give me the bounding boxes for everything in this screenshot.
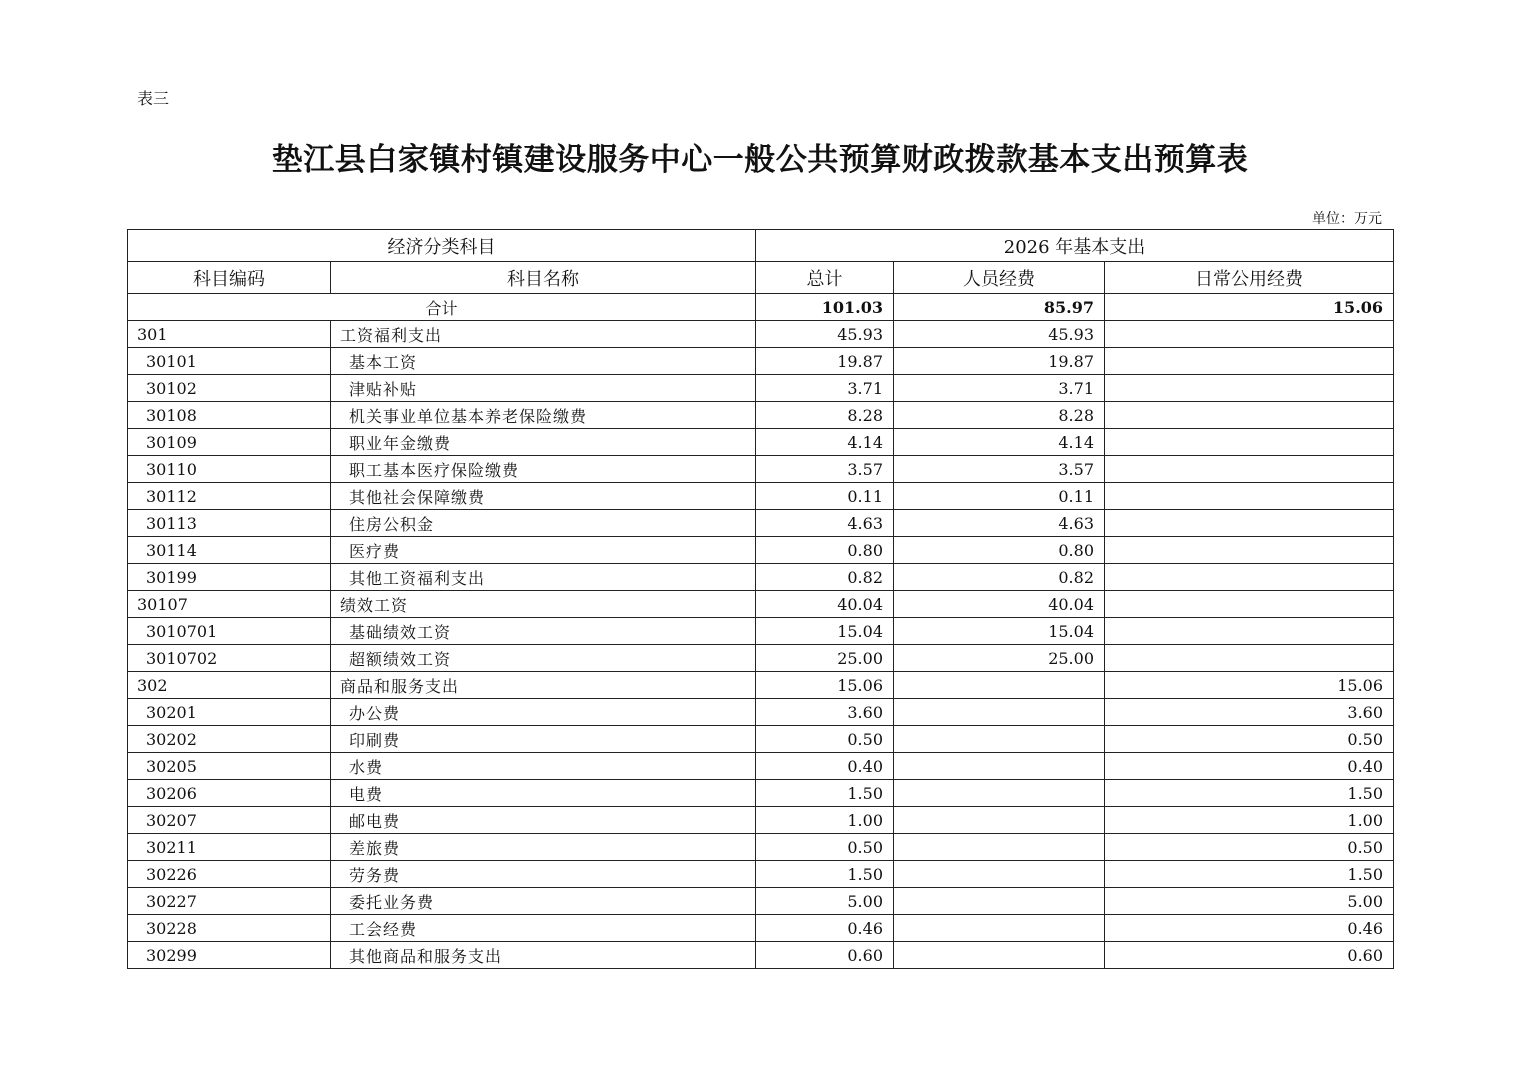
- cell-name: 住房公积金: [331, 510, 756, 537]
- cell-name: 机关事业单位基本养老保险缴费: [331, 402, 756, 429]
- table-row: [128, 726, 1394, 753]
- cell-code: 30211: [128, 834, 331, 861]
- header-name: 科目名称: [331, 262, 756, 294]
- cell-public: 0.60: [1105, 942, 1394, 969]
- cell-personnel: 15.04: [894, 618, 1105, 645]
- cell-name: 水费: [331, 753, 756, 780]
- cell-name: 其他工资福利支出: [331, 564, 756, 591]
- table-row: [128, 375, 1394, 402]
- cell-name: 办公费: [331, 699, 756, 726]
- cell-personnel: 40.04: [894, 591, 1105, 618]
- cell-personnel: [894, 888, 1105, 915]
- cell-personnel: [894, 726, 1105, 753]
- cell-name: 基础绩效工资: [331, 618, 756, 645]
- table-row: [128, 942, 1394, 969]
- cell-total: 0.46: [756, 915, 894, 942]
- cell-personnel: 3.71: [894, 375, 1105, 402]
- cell-personnel: [894, 915, 1105, 942]
- total-label: 合计: [128, 294, 756, 321]
- cell-code: 30108: [128, 402, 331, 429]
- table-row: [128, 699, 1394, 726]
- cell-name: 津贴补贴: [331, 375, 756, 402]
- cell-total: 0.60: [756, 942, 894, 969]
- cell-public: 15.06: [1105, 672, 1394, 699]
- cell-name: 劳务费: [331, 861, 756, 888]
- cell-name: 邮电费: [331, 807, 756, 834]
- cell-public: 0.40: [1105, 753, 1394, 780]
- cell-code: 30205: [128, 753, 331, 780]
- total-public: 15.06: [1105, 294, 1394, 321]
- cell-total: 0.50: [756, 834, 894, 861]
- cell-public: 1.50: [1105, 780, 1394, 807]
- cell-public: [1105, 510, 1394, 537]
- cell-code: 3010702: [128, 645, 331, 672]
- cell-public: 3.60: [1105, 699, 1394, 726]
- cell-total: 1.00: [756, 807, 894, 834]
- table-row: [128, 915, 1394, 942]
- cell-public: 0.50: [1105, 726, 1394, 753]
- cell-code: 30202: [128, 726, 331, 753]
- table-row: [128, 483, 1394, 510]
- cell-name: 绩效工资: [331, 591, 756, 618]
- cell-code: 30107: [128, 591, 331, 618]
- cell-personnel: 4.63: [894, 510, 1105, 537]
- cell-total: 19.87: [756, 348, 894, 375]
- cell-public: [1105, 375, 1394, 402]
- cell-name: 工资福利支出: [331, 321, 756, 348]
- page-title: 垫江县白家镇村镇建设服务中心一般公共预算财政拨款基本支出预算表: [271, 142, 1249, 178]
- cell-personnel: [894, 672, 1105, 699]
- cell-code: 30109: [128, 429, 331, 456]
- cell-code: 30199: [128, 564, 331, 591]
- cell-code: 301: [128, 321, 331, 348]
- cell-total: 5.00: [756, 888, 894, 915]
- cell-public: [1105, 321, 1394, 348]
- cell-personnel: [894, 942, 1105, 969]
- cell-name: 职工基本医疗保险缴费: [331, 456, 756, 483]
- cell-name: 超额绩效工资: [331, 645, 756, 672]
- table-row: [128, 429, 1394, 456]
- cell-code: 30228: [128, 915, 331, 942]
- cell-code: 30113: [128, 510, 331, 537]
- cell-name: 基本工资: [331, 348, 756, 375]
- cell-name: 医疗费: [331, 537, 756, 564]
- table-row: [128, 591, 1394, 618]
- cell-public: [1105, 483, 1394, 510]
- cell-public: [1105, 429, 1394, 456]
- total-personnel: 85.97: [894, 294, 1105, 321]
- cell-total: 0.11: [756, 483, 894, 510]
- table-row: [128, 537, 1394, 564]
- table-row: [128, 510, 1394, 537]
- table-row: [128, 348, 1394, 375]
- cell-public: [1105, 456, 1394, 483]
- cell-total: 3.57: [756, 456, 894, 483]
- table-row: [128, 672, 1394, 699]
- cell-personnel: 0.82: [894, 564, 1105, 591]
- cell-total: 1.50: [756, 780, 894, 807]
- cell-personnel: 19.87: [894, 348, 1105, 375]
- cell-public: [1105, 537, 1394, 564]
- cell-total: 45.93: [756, 321, 894, 348]
- cell-code: 30114: [128, 537, 331, 564]
- cell-personnel: 8.28: [894, 402, 1105, 429]
- table-row: [128, 564, 1394, 591]
- cell-name: 印刷费: [331, 726, 756, 753]
- table-row: [128, 780, 1394, 807]
- cell-total: 1.50: [756, 861, 894, 888]
- table-row: [128, 618, 1394, 645]
- cell-personnel: [894, 861, 1105, 888]
- table-row: [128, 645, 1394, 672]
- cell-total: 8.28: [756, 402, 894, 429]
- cell-name: 差旅费: [331, 834, 756, 861]
- cell-public: [1105, 564, 1394, 591]
- cell-public: [1105, 402, 1394, 429]
- cell-code: 30102: [128, 375, 331, 402]
- cell-personnel: 4.14: [894, 429, 1105, 456]
- cell-total: 4.63: [756, 510, 894, 537]
- header-code: 科目编码: [128, 262, 331, 294]
- table-row: [128, 834, 1394, 861]
- cell-code: 3010701: [128, 618, 331, 645]
- cell-code: 30110: [128, 456, 331, 483]
- table-row: [128, 456, 1394, 483]
- cell-name: 电费: [331, 780, 756, 807]
- table-label: 表三: [137, 89, 170, 108]
- cell-name: 工会经费: [331, 915, 756, 942]
- cell-code: 30206: [128, 780, 331, 807]
- header-group-row: [128, 230, 1394, 262]
- cell-public: [1105, 348, 1394, 375]
- budget-table: [127, 229, 1394, 969]
- cell-code: 30201: [128, 699, 331, 726]
- cell-personnel: [894, 699, 1105, 726]
- cell-code: 30101: [128, 348, 331, 375]
- cell-total: 3.71: [756, 375, 894, 402]
- header-economic-classification: 经济分类科目: [128, 230, 756, 262]
- cell-total: 0.40: [756, 753, 894, 780]
- table-header: [128, 230, 1394, 294]
- cell-public: 1.50: [1105, 861, 1394, 888]
- cell-total: 15.06: [756, 672, 894, 699]
- total-total: 101.03: [756, 294, 894, 321]
- cell-public: [1105, 618, 1394, 645]
- cell-public: 5.00: [1105, 888, 1394, 915]
- table-row: [128, 402, 1394, 429]
- cell-personnel: [894, 807, 1105, 834]
- header-basic-expenditure-year: 2026 年基本支出: [756, 230, 1394, 262]
- cell-public: 0.50: [1105, 834, 1394, 861]
- cell-personnel: 0.11: [894, 483, 1105, 510]
- table-body: [128, 294, 1394, 969]
- cell-code: 30299: [128, 942, 331, 969]
- cell-public: 1.00: [1105, 807, 1394, 834]
- cell-code: 30226: [128, 861, 331, 888]
- cell-public: 0.46: [1105, 915, 1394, 942]
- cell-personnel: 0.80: [894, 537, 1105, 564]
- cell-name: 其他社会保障缴费: [331, 483, 756, 510]
- cell-name: 商品和服务支出: [331, 672, 756, 699]
- header-column-row: [128, 262, 1394, 294]
- cell-code: 302: [128, 672, 331, 699]
- cell-total: 40.04: [756, 591, 894, 618]
- cell-total: 25.00: [756, 645, 894, 672]
- cell-personnel: [894, 834, 1105, 861]
- cell-total: 0.80: [756, 537, 894, 564]
- cell-personnel: 3.57: [894, 456, 1105, 483]
- cell-code: 30227: [128, 888, 331, 915]
- table-row: [128, 888, 1394, 915]
- cell-name: 其他商品和服务支出: [331, 942, 756, 969]
- cell-name: 委托业务费: [331, 888, 756, 915]
- header-total: 总计: [756, 262, 894, 294]
- cell-personnel: 25.00: [894, 645, 1105, 672]
- table-row: [128, 321, 1394, 348]
- header-public: 日常公用经费: [1105, 262, 1394, 294]
- cell-total: 0.82: [756, 564, 894, 591]
- table-row: [128, 807, 1394, 834]
- total-row: [128, 294, 1394, 321]
- cell-personnel: [894, 753, 1105, 780]
- cell-total: 3.60: [756, 699, 894, 726]
- table-row: [128, 753, 1394, 780]
- cell-total: 4.14: [756, 429, 894, 456]
- cell-total: 15.04: [756, 618, 894, 645]
- cell-total: 0.50: [756, 726, 894, 753]
- unit-label: 单位：万元: [1312, 211, 1382, 227]
- cell-public: [1105, 591, 1394, 618]
- cell-personnel: [894, 780, 1105, 807]
- cell-personnel: 45.93: [894, 321, 1105, 348]
- cell-code: 30112: [128, 483, 331, 510]
- cell-code: 30207: [128, 807, 331, 834]
- cell-name: 职业年金缴费: [331, 429, 756, 456]
- table-row: [128, 861, 1394, 888]
- cell-public: [1105, 645, 1394, 672]
- header-personnel: 人员经费: [894, 262, 1105, 294]
